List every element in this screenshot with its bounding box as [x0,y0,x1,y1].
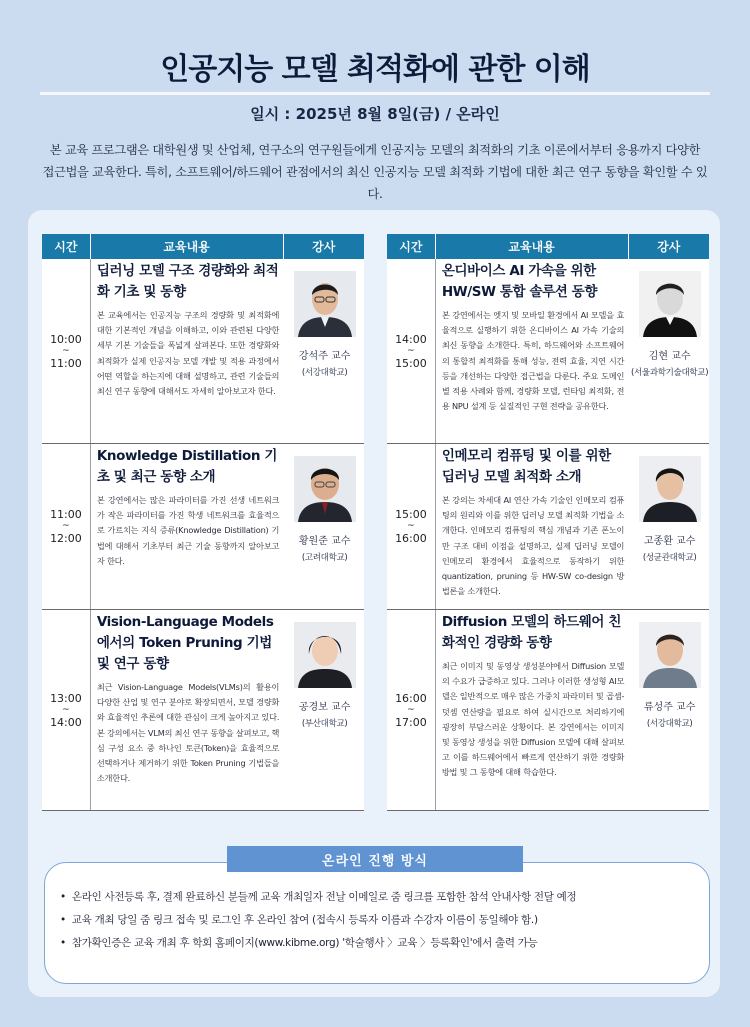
speaker-affiliation: (서강대학교) [301,368,348,378]
page-title: 인공지능 모델 최적화에 관한 이해 [160,52,590,87]
time-start: 14:00 [395,332,427,346]
session-time [42,259,91,443]
session-description: 본 강연에서는 엣지 및 모바일 환경에서 AI 모델을 효율적으로 실행하기 위한 온디바이스 AI 가속 기술의 최신 동향을 소개한다. 특히, 하드웨어와 소프트웨어의 통합적 최적화를 통해 성능, 전력 효율, 지연 시간 등을 개선하는 다양한 접근법을 다룬다. 주요 도메인별 적용 사례와 함께, 경량화 모델, 런타임 최적화, 전용 NPU 설계 등 실질적인 구현 전략을 공유한다. [441,310,625,412]
speaker-cell [285,610,364,810]
session-title: 온디바이스 AI 가속을 위한 HW/SW 통합 솔루션 동향 [441,263,597,300]
time-end: 14:00 [50,715,82,729]
speaker-affiliation: (서울과학기술대학교) [631,368,709,378]
intro-text [38,139,712,205]
header-time: 시간 [42,234,91,259]
session-time [387,444,436,609]
time-start: 13:00 [50,691,82,705]
time-end: 17:00 [395,715,427,729]
session-time [387,610,436,810]
session-content [91,610,285,810]
intro-line: 접근법을 교육한다. 특히, 소프트웨어/하드웨어 관점에서의 최신 인공지능 모델 최적화 기법에 대한 최근 연구 동향을 확인할 수 있다. [42,165,708,201]
schedule-table-right [387,234,709,811]
time-separator: ~ [407,345,415,356]
session-time [387,259,436,443]
session-row [42,610,364,811]
session-title: Vision-Language Models 에서의 Token Pruning 기법 및 연구 동향 [96,614,274,672]
session-content [436,259,630,443]
time-separator: ~ [407,704,415,715]
speaker-cell [630,444,709,609]
time-separator: ~ [407,521,415,531]
session-description: 최근 Vision-Language Models(VLMs)의 활용이 다양한 산업 및 연구 분야로 확장되면서, 모델 경량화와 효율적인 추론에 대한 관심이 크게 높아지고 있다. 본 강의에서는 VLM의 최신 연구 동향을 살펴보고, 핵심 구성 요소 중 하나인 토큰(Token)을 효율적으로 선택하거나 제거하기 위한 Token Pruning 기법들을 소개한다. [96,682,280,784]
time-separator: ~ [62,521,70,531]
session-description: 본 강연에서는 많은 파라미터를 가진 선생 네트워크가 작은 파라미터를 가진 학생 네트워크를 효율적으로 가르치는 지식 증류(Knowledge Distillation) 기법에 대해서 기초부터 최근 기술 동향까지 알아보고자 한다. [96,495,280,566]
session-title: Knowledge Distillation 기초 및 최근 동향 소개 [96,448,278,485]
speaker-name: 고종환 교수 [643,536,696,547]
time-start: 11:00 [50,508,82,521]
online-info-list [60,886,700,955]
time-end: 16:00 [395,532,427,545]
session-description: 본 강의는 차세대 AI 연산 가속 기술인 인메모리 컴퓨팅의 원리와 이를 위한 딥러닝 모델 최적화 기법을 소개한다. 인메모리 컴퓨팅의 핵심 개념과 기존 폰노이만 구조 대비 이점을 설명하고, 실제 딥러닝 모델이 인메모리 환경에서 효율적으로 동작하기 위한 quantization, pruning 등 HW-SW co-design 방법론을 소개한다. [441,495,625,597]
schedule-table-left [42,234,364,811]
speaker-name: 공경보 교수 [298,702,351,713]
speaker-cell [285,259,364,443]
session-title: 딥러닝 모델 구조 경량화와 최적화 기초 및 동향 [96,263,279,300]
session-content [436,610,630,810]
session-title: 인메모리 컴퓨팅 및 이를 위한 딥러닝 모델 최적화 소개 [441,448,611,485]
speaker-photo [294,622,356,688]
intro-line: 본 교육 프로그램은 대학원생 및 산업체, 연구소의 연구원들에게 인공지능 모델의 최적화의 기초 이론에서부터 응용까지 다양한 [49,143,701,157]
speaker-cell [285,444,364,609]
speaker-name: 류성주 교수 [643,702,696,713]
time-end: 15:00 [395,356,427,370]
session-row [42,444,364,610]
online-info-item: • 교육 개최 당일 줌 링크 접속 및 로그인 후 온라인 참여 (접속시 등록자 이름과 수강자 이름이 동일해야 함.) [60,909,700,932]
time-start: 10:00 [50,332,82,346]
speaker-affiliation: (서강대학교) [646,719,693,729]
session-time [42,610,91,810]
header-speaker: 강사 [657,240,681,254]
speaker-photo [639,622,701,688]
speaker-name: 강석주 교수 [298,351,351,362]
speaker-photo [294,456,356,522]
session-title: Diffusion 모델의 하드웨어 친화적인 경량화 동향 [441,614,622,651]
table-header [42,234,364,259]
speaker-photo [639,456,701,522]
time-end: 12:00 [50,532,82,545]
speaker-photo [639,271,701,337]
online-section-title: 온라인 진행 방식 [227,846,523,872]
time-separator: ~ [62,704,70,715]
session-content [91,444,285,609]
time-start: 15:00 [395,508,427,521]
table-header [387,234,709,259]
speaker-cell [630,259,709,443]
session-row [387,444,709,610]
speaker-name: 황원준 교수 [298,536,351,547]
session-description: 최근 이미지 및 동영상 생성분야에서 Diffusion 모델의 수요가 급증하고 있다. 그러나 이러한 생성형 AI모델은 일반적으로 매우 많은 가중치 파라미터 및 곱셈-덧셈 연산량을 필요로 하여 실시간으로 처리하기에 굉장히 부담스러운 상황이다. 본 강연에서는 이미지 및 동영상 생성을 위한 Diffusion 모델에 대해 살펴보고 이를 하드웨어에서 빠르게 연산하기 위한 경량화 방법 및 그 동향에 대해 학습한다. [441,661,625,778]
header-time: 시간 [387,234,436,259]
session-time [42,444,91,609]
speaker-affiliation: (부산대학교) [301,719,348,729]
speaker-affiliation: (고려대학교) [301,553,348,563]
session-row [387,610,709,811]
event-date: 일시 : 2025년 8월 8일(금) / 온라인 [250,105,500,123]
speaker-cell [630,610,709,810]
speaker-affiliation: (성균관대학교) [642,553,697,563]
online-info-item: • 참가확인증은 교육 개최 후 학회 홈페이지(www.kibme.org) '학술행사 〉교육 〉등록확인'에서 출력 가능 [60,932,700,955]
speaker-photo [294,271,356,337]
time-end: 11:00 [50,356,82,370]
header-content: 교육내용 [436,234,629,259]
online-info-item: • 온라인 사전등록 후, 결제 완료하신 분들께 교육 개최일자 전날 이메일로 줌 링크를 포함한 참석 안내사항 전달 예정 [60,886,700,909]
header-speaker: 강사 [312,240,336,254]
session-description: 본 교육에서는 인공지능 구조의 경량화 및 최적화에 대한 기본적인 개념을 이해하고, 이와 관련된 다양한 세부 기본 기술들을 폭넓게 살펴본다. 또한 경량화와 최적화가 실제 인공지능 모델 개발 및 적용 과정에서 어떤 역할을 하는지에 대해 설명하고, 관련 기술들의 최신 연구 동향에 대해서도 자세히 알아보고자 한다. [96,310,280,397]
session-row [42,259,364,444]
session-row [387,259,709,444]
header-content: 교육내용 [91,234,284,259]
session-content [91,259,285,443]
title-divider [40,92,710,95]
session-content [436,444,630,609]
time-start: 16:00 [395,691,427,705]
time-separator: ~ [62,345,70,356]
speaker-name: 김현 교수 [648,351,691,362]
